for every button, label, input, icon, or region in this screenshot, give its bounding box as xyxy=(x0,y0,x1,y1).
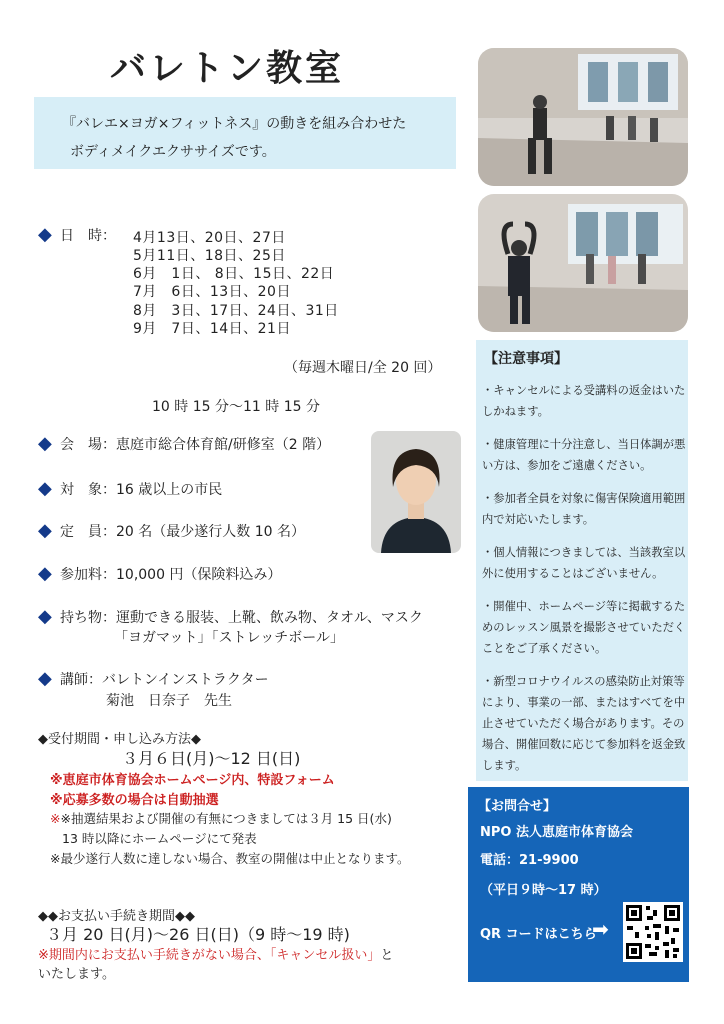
payment-heading: ◆◆お支払い手続き期間◆◆ xyxy=(38,909,195,924)
contact-box xyxy=(468,787,689,982)
lead-box xyxy=(34,97,456,169)
diamond-icon: ◆ xyxy=(38,606,52,627)
schedule-line-3: 6月 1日、 8日、15日、22日 xyxy=(133,266,335,282)
page-title: バレトン教室 xyxy=(110,48,345,89)
instructor-row xyxy=(38,668,269,689)
lead-line-2: ボディメイクエクササイズです。 xyxy=(70,144,276,160)
application-result-1-text: ※抽選結果および開催の有無につきましては３月 15 日(水) xyxy=(60,811,392,826)
notice-item-3: ・参加者全員を対象に傷害保険適用範囲内で対応いたします。 xyxy=(482,492,686,526)
instructor-photo xyxy=(371,431,461,553)
schedule-line-6: 9月 7日、14日、21日 xyxy=(133,321,291,337)
payment-warn-a: ※期間内にお支払い手続きがない場合、 xyxy=(38,948,270,963)
notice-item-4: ・個人情報につきましては、当該教室以外に使用することはございません。 xyxy=(482,546,686,580)
arrow-right-icon: ➡ xyxy=(592,917,609,941)
notice-heading: 【注意事項】 xyxy=(484,351,568,367)
venue-row xyxy=(38,433,330,454)
diamond-icon: ◆ xyxy=(38,563,52,584)
contact-org: NPO 法人恵庭市体育協会 xyxy=(480,825,633,840)
contact-heading: 【お問合せ】 xyxy=(478,799,557,814)
qr-label: QR コードはこちら xyxy=(480,927,597,942)
application-lottery: ※応募多数の場合は自動抽選 xyxy=(50,793,219,808)
schedule-line-5: 8月 3日、17日、24日、31日 xyxy=(133,303,339,319)
notice-item-6: ・新型コロナウイルスの感染防止対策等により、事業の一部、またはすべてを中止させていただく場合があります。その場合、開催回数に応じて参加料を返金致します。 xyxy=(482,675,686,772)
belongings-text-2: 「ヨガマット」「ストレッチボール」 xyxy=(114,630,345,646)
notice-box xyxy=(476,340,688,781)
notice-item-2: ・健康管理に十分注意し、当日体調が悪い方は、参加をご遠慮ください。 xyxy=(482,438,686,472)
payment-warn-b: 「キャンセル扱い」 xyxy=(269,948,381,963)
diamond-icon: ◆ xyxy=(38,433,52,454)
payment-warn-c: と xyxy=(380,948,394,963)
instructor-text-2: 菊池 日奈子 先生 xyxy=(106,693,232,709)
schedule-label: 日 時： xyxy=(60,228,116,244)
notice-item-1: ・キャンセルによる受講料の返金はいたしかねます。 xyxy=(482,384,686,418)
application-period: ３月６日(月)～12 日(日) xyxy=(122,749,301,768)
target-row xyxy=(38,478,222,499)
belongings-text-1: 持ち物：運動できる服装、上靴、飲み物、タオル、マスク xyxy=(60,610,423,626)
contact-hours: （平日９時～17 時） xyxy=(480,883,607,898)
notice-item-5: ・開催中、ホームページ等に掲載するためのレッスン風景を撮影させていただくことをご了承ください。 xyxy=(482,600,686,655)
belongings-row xyxy=(38,606,423,627)
schedule-time: 10 時 15 分～11 時 15 分 xyxy=(152,399,320,415)
venue-text: 会 場：恵庭市総合体育館/研修室（2 階） xyxy=(60,437,331,453)
application-result-2: 13 時以降にホームページにて発表 xyxy=(62,831,257,846)
payment-period: ３月 20 日(月)～26 日(日)（9 時～19 時) xyxy=(46,925,350,944)
schedule-line-1: 4月13日、20日、27日 xyxy=(133,230,286,246)
capacity-text: 定 員：20 名（最少遂行人数 10 名） xyxy=(60,524,305,540)
fee-row xyxy=(38,563,281,584)
application-minimum: ※最少遂行人数に達しない場合、教室の開催は中止となります。 xyxy=(50,851,410,866)
fee-text: 参加料：10,000 円（保険料込み） xyxy=(60,567,282,583)
qr-code-icon[interactable] xyxy=(623,902,683,962)
application-heading: ◆受付期間・申し込み方法◆ xyxy=(38,732,201,747)
diamond-icon: ◆ xyxy=(38,224,52,245)
lead-line-1: 『バレエ×ヨガ×フィットネス』の動きを組み合わせた xyxy=(62,116,407,132)
diamond-icon: ◆ xyxy=(38,668,52,689)
diamond-icon: ◆ xyxy=(38,478,52,499)
schedule-line-2: 5月11日、18日、25日 xyxy=(133,248,286,264)
lesson-photo-1 xyxy=(478,48,688,186)
instructor-text-1: 講師：バレトンインストラクター xyxy=(60,672,269,688)
diamond-icon: ◆ xyxy=(38,520,52,541)
schedule-note: （毎週木曜日/全 20 回） xyxy=(284,360,442,376)
payment-warning-1 xyxy=(38,944,393,963)
payment-warning-2: いたします。 xyxy=(38,967,115,982)
schedule-label-row xyxy=(38,224,116,245)
application-result-1: ※※抽選結果および開催の有無につきましては３月 15 日(水) xyxy=(50,811,392,826)
lesson-photo-2 xyxy=(478,194,688,332)
capacity-row xyxy=(38,520,305,541)
schedule-line-4: 7月 6日、13日、20日 xyxy=(133,284,291,300)
application-method: ※恵庭市体育協会ホームページ内、特設フォーム xyxy=(50,773,335,788)
target-text: 対 象：16 歳以上の市民 xyxy=(60,482,223,498)
contact-phone: 電話：21-9900 xyxy=(480,853,579,868)
